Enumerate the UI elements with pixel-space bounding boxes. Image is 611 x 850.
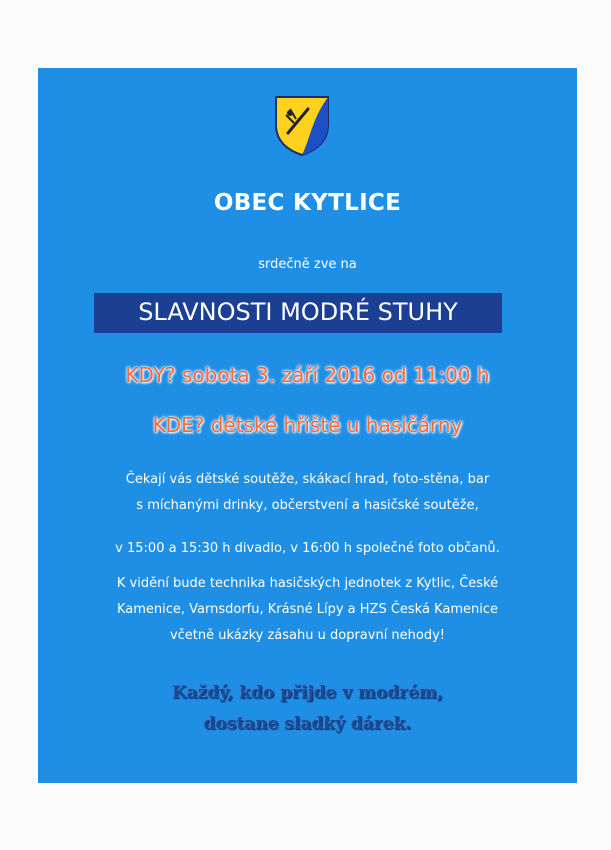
- program-line: s míchanými drinky, občerstvení a hasičské soutěže,: [136, 498, 479, 513]
- technique-text: [38, 571, 577, 649]
- technique-line: Kamenice, Varnsdorfu, Krásné Lípy a HZS Česká Kamenice: [116, 602, 499, 617]
- technique-line: K vidění bude technika hasičských jednotek z Kytlic, České: [116, 576, 499, 591]
- invite-text: srdečně zve na: [258, 257, 357, 272]
- program-text: [38, 467, 577, 519]
- closing-line: dostane sladký dárek.: [203, 714, 412, 734]
- coat-of-arms-icon: [274, 95, 330, 157]
- event-where: KDE? dětské hřiště u hasičárny: [152, 413, 463, 437]
- technique-line: včetně ukázky zásahu u dopravní nehody!: [169, 628, 446, 643]
- page-title: OBEC KYTLICE: [213, 190, 402, 216]
- closing-line: Každý, kdo přijde v modrém,: [171, 683, 444, 703]
- schedule-text: v 15:00 a 15:30 h divadlo, v 16:00 h společné foto občanů.: [115, 541, 500, 556]
- program-line: Čekají vás dětské soutěže, skákací hrad, foto-stěna, bar: [125, 472, 490, 487]
- event-name: SLAVNOSTI MODRÉ STUHY: [138, 298, 458, 326]
- event-poster: [38, 68, 577, 783]
- event-when: KDY? sobota 3. září 2016 od 11:00 h: [125, 363, 490, 387]
- closing-message: [38, 678, 577, 740]
- event-banner: [94, 293, 502, 333]
